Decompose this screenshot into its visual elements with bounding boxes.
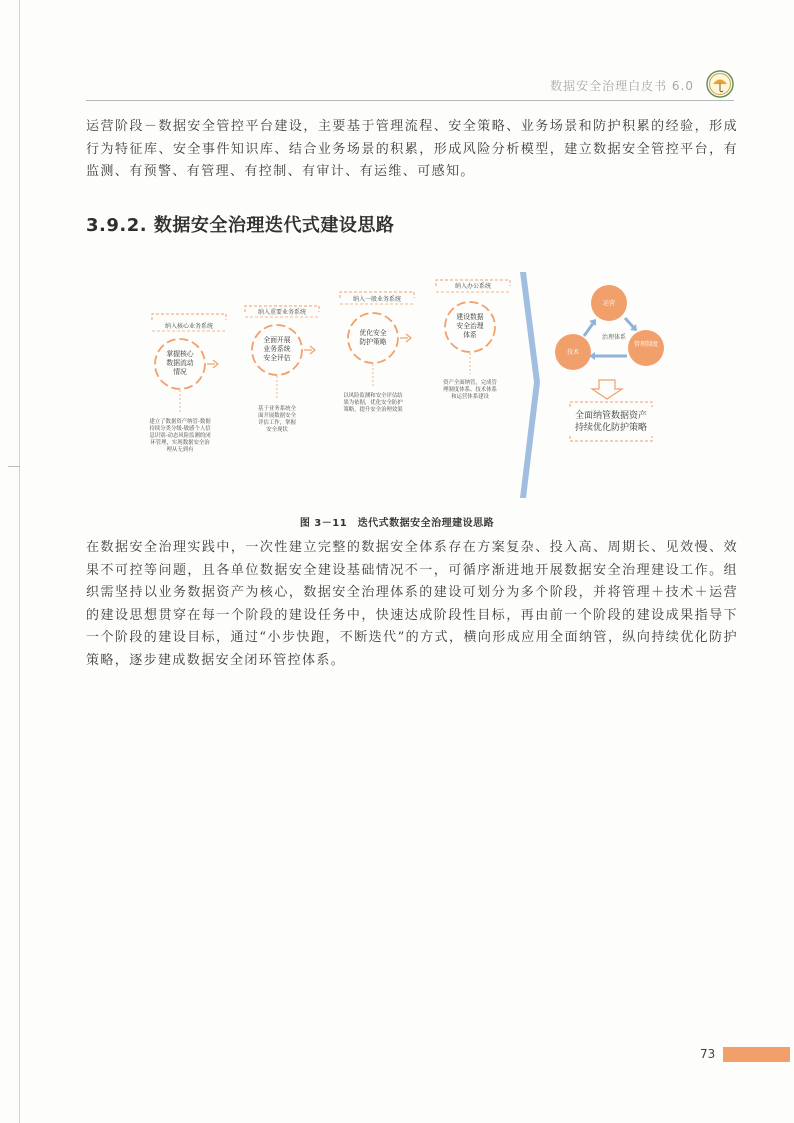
header-title: 数据安全治理白皮书 6.0 — [550, 79, 694, 93]
page-number: 73 — [700, 1047, 716, 1061]
section-title: 3.9.2. 数据安全治理迭代式建设思路 — [86, 215, 395, 236]
stage-desc-line: 理制度体系、技术体系 — [443, 387, 497, 393]
stage-desc-line: 息识别-动态风险监测的闭 — [149, 433, 211, 439]
stage-desc-line: 环管理，实现数据安全治 — [150, 440, 210, 446]
stage-desc-line: 安全现状 — [266, 427, 288, 433]
stage-circle-line: 数据流动 — [166, 359, 194, 367]
stage-circle-line: 体系 — [463, 331, 477, 339]
stage-circle-line: 安全评估 — [263, 354, 291, 362]
chevron-arrow-icon — [520, 272, 540, 498]
final-goal-box — [570, 402, 652, 441]
stage-tag: 纳入核心业务系统 — [164, 323, 214, 330]
stage-circle-line: 全面开展 — [263, 336, 291, 344]
page-edge-line — [19, 0, 20, 1123]
stage-circle-line: 防护策略 — [359, 338, 387, 346]
stage-1 — [149, 314, 226, 453]
stage-2 — [245, 306, 319, 433]
stage-desc-line: 理从无到有 — [166, 447, 194, 453]
governance-cycle — [555, 285, 664, 370]
stage-circle-line: 业务系统 — [263, 345, 291, 353]
cycle-node-label: 运营 — [602, 300, 616, 307]
figure-caption: 图 3－11 迭代式数据安全治理建设思路 — [299, 518, 495, 529]
umbrella-logo-icon — [706, 70, 734, 98]
stage-desc-line: 评估工作，掌握 — [258, 420, 296, 426]
stage-desc-line: 资产全面纳管，完成管 — [443, 380, 497, 386]
stage-desc-line: 和运营体系建设 — [451, 394, 489, 400]
stage-desc-line: 基于业务系统全 — [258, 406, 296, 412]
stage-circle-line: 情况 — [173, 368, 187, 376]
cycle-node-label: 管理制度 — [633, 341, 659, 348]
body-paragraph: 在数据安全治理实践中，一次性建立完整的数据安全体系存在方案复杂、投入高、周期长、见效慢、效果不可控等问题，且各单位数据安全建设基础情况不一，可循序渐进地开展数据安全治理建设工作。组织需坚持以业务数据资产为核心，数据安全治理体系的建设可划分为多个阶段，并将管理＋技术＋运营的建设思想贯穿在每一个阶段的建设任务中，快速达成阶段性目标，再由前一个阶段的建设成果指导下一个阶段的建设目标，通过“小步快跑，不断迭代”的方式，横向形成应用全面纳管，纵向持续优化防护策略，逐步建成数据安全闭环管控体系。 — [86, 540, 738, 668]
stage-circle-line: 掌握核心 — [166, 350, 194, 358]
down-arrow-icon — [592, 380, 622, 399]
intro-paragraph: 运营阶段－数据安全管控平台建设，主要基于管理流程、安全策略、业务场景和防护积累的经验，形成行为特征库、安全事件知识库、结合业务场景的积累，形成风险分析模型，建立数据安全管控平台，有监测、有预警、有管理、有控制、有审计、有运维、可感知。 — [86, 119, 738, 179]
stage-tag: 纳入办公系统 — [454, 283, 492, 290]
stage-desc-line: 面开展数据安全 — [258, 413, 296, 419]
stage-desc-line: 持续分类分级-敏感个人信 — [149, 426, 211, 432]
stage-circle-line: 建设数据 — [456, 313, 484, 321]
stage-4 — [436, 280, 510, 400]
cycle-node-management — [628, 330, 664, 366]
stage-circle-line: 优化安全 — [359, 329, 387, 337]
stage-desc-line: 以风险监测和安全评估结 — [343, 393, 403, 399]
stage-desc-line: 果为依据，优化安全防护 — [343, 400, 403, 406]
stage-tag: 纳入重要业务系统 — [257, 309, 307, 316]
stage-tag: 纳入一般业务系统 — [352, 296, 402, 303]
iterative-construction-diagram — [140, 272, 670, 504]
running-header — [86, 68, 734, 101]
cycle-center-label: 治理体系 — [601, 334, 627, 341]
stage-desc-line: 策略，提升安全治理效果 — [343, 407, 403, 413]
cycle-node-label: 技术 — [566, 349, 580, 356]
final-goal-line: 持续优化防护策略 — [574, 423, 648, 433]
margin-tick — [8, 466, 20, 467]
stage-desc-line: 建立了数据资产纳管-数据 — [149, 419, 211, 425]
stage-circle-line: 安全治理 — [456, 322, 484, 330]
page-number-bar — [723, 1047, 790, 1062]
stage-3 — [340, 292, 414, 413]
final-goal-line: 全面纳管数据资产 — [574, 411, 648, 421]
